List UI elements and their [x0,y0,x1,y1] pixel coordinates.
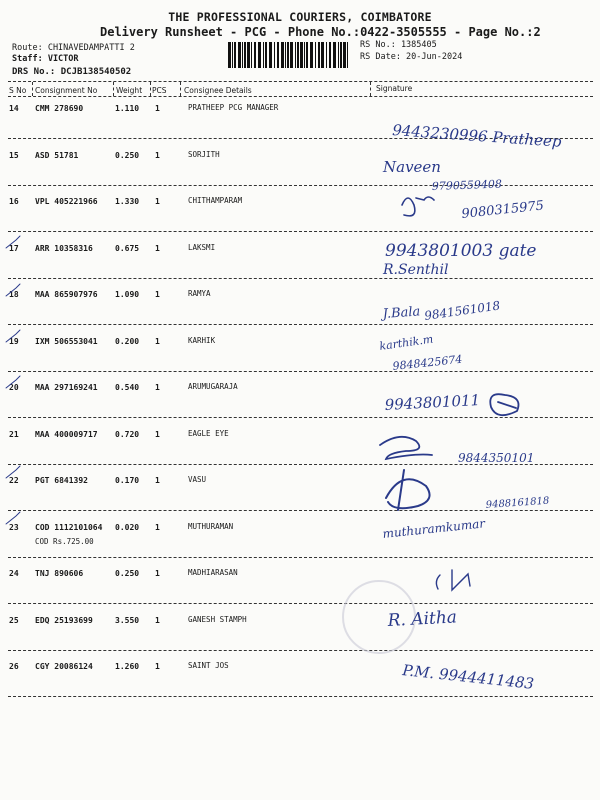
row-pcs: 1 [155,151,160,160]
signature-row-25-name: R. Aitha [387,607,458,631]
row-serial-number: 22 [9,476,19,485]
row-consignment-number: EDQ 25193699 [35,616,93,625]
row-serial-number: 25 [9,616,19,625]
row-cod-amount: COD Rs.725.00 [35,537,94,546]
row-weight: 1.110 [115,104,140,113]
col-header-consignment: Consignment No [35,86,98,95]
row-separator [8,650,593,651]
row-consignee: GANESH STAMPH [188,615,247,624]
signature-row-22-scribble [386,470,430,510]
row-consignee: CHITHAMPARAM [188,196,243,205]
row-pcs: 1 [155,476,160,485]
header-bottom-rule [8,96,593,97]
row-weight: 1.260 [115,662,140,671]
row-pcs: 1 [155,616,160,625]
signature-row-17-name: R.Senthil [383,262,449,278]
row-consignee: MADHIARASAN [188,568,238,577]
col-header-weight: Weight [116,86,143,95]
row-consignment-number: CGY 20086124 [35,662,93,671]
row-pcs: 1 [155,337,160,346]
row-consignee: PRATHEEP PCG MANAGER [188,103,279,112]
row-consignment-number: COD 1112101064 [35,523,103,532]
row-consignee: SAINT JOS [188,661,229,670]
row-pcs: 1 [155,523,160,532]
row-consignee: EAGLE EYE [188,429,229,438]
row-consignee: MUTHURAMAN [188,522,234,531]
row-consignment-number: CMM 278690 [35,104,84,113]
row-serial-number: 18 [9,290,19,299]
col-divider [150,82,151,96]
signature-row-17-phone: 9943801003 gate [385,241,537,261]
rs-number: RS No.: 1385405 [360,40,437,50]
row-separator [8,417,593,418]
row-consignee: SORJITH [188,150,220,159]
signature-row-24-scribble [436,570,470,590]
col-header-signature: Signature [376,84,413,93]
staff-label: Staff: VICTOR [12,54,79,64]
signature-row-15-name: Naveen [383,158,441,176]
row-consignment-number: VPL 405221966 [35,197,98,206]
row-weight: 0.540 [115,383,140,392]
row-pcs: 1 [155,662,160,671]
row-separator [8,557,593,558]
row-consignment-number: MAA 865907976 [35,290,98,299]
row-consignee: ARUMUGARAJA [188,382,238,391]
row-weight: 0.250 [115,569,140,578]
row-consignment-number: PGT 6841392 [35,476,88,485]
signature-row-22-phone: 9488161818 [485,495,550,511]
row-pcs: 1 [155,244,160,253]
row-consignee: KARHIK [188,336,216,345]
row-serial-number: 21 [9,430,19,439]
row-consignment-number: IXM 506553041 [35,337,98,346]
row-consignee: LAKSMI [188,243,216,252]
route-label: Route: CHINAVEDAMPATTI 2 [12,43,135,53]
rs-date: RS Date: 20-Jun-2024 [360,52,463,62]
row-separator [8,231,593,232]
row-separator [8,696,593,697]
row-weight: 0.200 [115,337,140,346]
row-weight: 0.250 [115,151,140,160]
col-divider [113,82,114,96]
row-serial-number: 23 [9,523,19,532]
row-serial-number: 24 [9,569,19,578]
row-weight: 1.090 [115,290,140,299]
row-weight: 3.550 [115,616,140,625]
signature-row-21-phone: 9844350101 [458,451,535,465]
row-weight: 0.020 [115,523,140,532]
row-serial-number: 16 [9,197,19,206]
row-separator [8,603,593,604]
signature-row-26: P.M. 9944411483 [401,661,535,693]
signature-row-18-phone: 9841561018 [423,298,502,323]
signature-row-16-phone: 9080315975 [460,198,545,222]
row-pcs: 1 [155,197,160,206]
signature-row-15-phone: 9790559408 [431,177,503,193]
row-pcs: 1 [155,383,160,392]
col-divider [32,82,33,96]
runsheet-subtitle: Delivery Runsheet - PCG - Phone No.:0422-3505555 - Page No.:2 [100,25,541,39]
row-separator [8,185,593,186]
header-top-rule [8,81,593,82]
row-pcs: 1 [155,290,160,299]
company-title: THE PROFESSIONAL COURIERS, COIMBATORE [168,10,432,24]
signature-row-16-scribble [402,197,434,216]
signature-row-19-phone: 9848425674 [391,352,463,373]
col-header-pcs: PCS [152,86,167,95]
barcode-image [228,42,352,68]
row-separator [8,324,593,325]
row-consignee: VASU [188,475,207,484]
row-serial-number: 20 [9,383,19,392]
row-consignment-number: TNJ 890606 [35,569,84,578]
row-pcs: 1 [155,430,160,439]
row-consignment-number: MAA 297169241 [35,383,98,392]
row-weight: 0.170 [115,476,140,485]
row-pcs: 1 [155,569,160,578]
row-separator [8,278,593,279]
row-separator [8,371,593,372]
col-divider [370,82,371,96]
row-consignment-number: MAA 400009717 [35,430,98,439]
row-separator [8,464,593,465]
faded-stamp [342,580,416,654]
row-separator [8,510,593,511]
row-serial-number: 17 [9,244,19,253]
signature-row-20-scribble [490,394,518,415]
col-header-sno: S No [9,86,27,95]
row-serial-number: 14 [9,104,19,113]
drs-number: DRS No.: DCJB138540502 [12,67,132,77]
row-weight: 1.330 [115,197,140,206]
row-serial-number: 19 [9,337,19,346]
signature-row-14: 9443230996 Pratheep [391,121,563,151]
row-weight: 0.720 [115,430,140,439]
col-divider [180,82,181,96]
signature-row-20-phone: 9943801011 [384,391,481,414]
row-weight: 0.675 [115,244,140,253]
signature-row-21-scribble [380,437,432,459]
row-consignment-number: ASD 51781 [35,151,79,160]
row-serial-number: 26 [9,662,19,671]
row-consignment-number: ARR 10358316 [35,244,93,253]
row-consignee: RAMYA [188,289,211,298]
row-pcs: 1 [155,104,160,113]
signature-row-19-name: karthik.m [378,332,435,353]
row-separator [8,138,593,139]
signature-row-18-name: J.Bala [382,304,421,322]
signature-row-23-name: muthuramkumar [381,516,486,541]
row-serial-number: 15 [9,151,19,160]
col-header-consignee: Consignee Details [184,86,252,95]
